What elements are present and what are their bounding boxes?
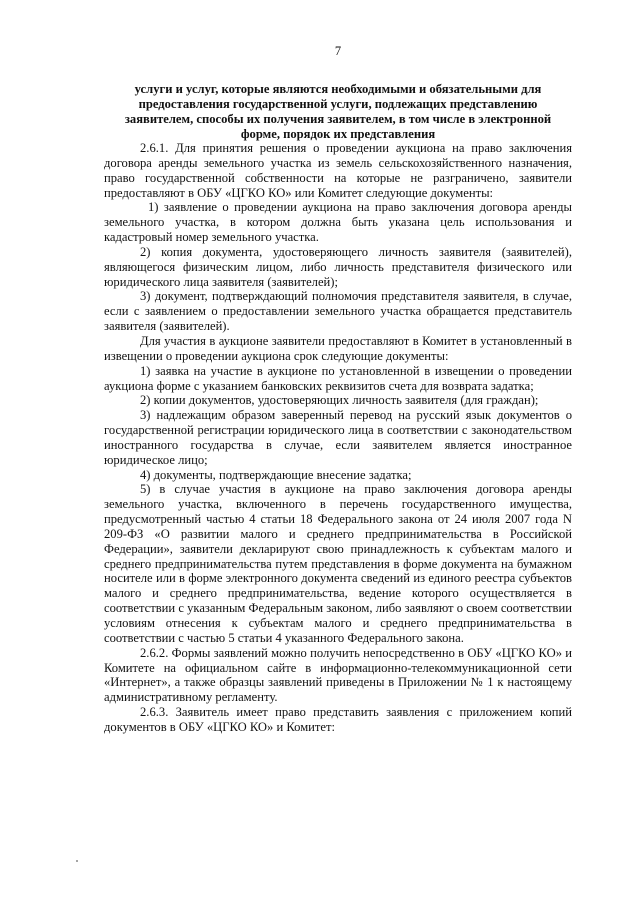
document-body: [104, 141, 572, 735]
scan-speck: [76, 860, 78, 862]
list-item-small-business: 5) в случае участия в аукционе на право заключения договора аренды земельного участка, включенного в перечень государственного имущества, предусмотренный частью 4 статьи 18 Федерального закона от 24 июля 2007 года N 209-ФЗ «О развитии малого и среднего предпринимательства в Российской Федерации», заявители декларируют свою принадлежность к субъектам малого и среднего предпринимательства путем представления в форме документа на бумажном носителе или в форме электронного документа сведений из единого реестра субъектов малого и среднего предпринимательства, ведение которого осуществляется в соответствии с указанным Федеральным законом, либо заявляют о своем соответствии условиям отнесения к субъектам малого и среднего предпринимательства в соответствии с частью 5 статьи 4 указанного Федерального закона.: [104, 482, 572, 645]
list-item-translation: 3) надлежащим образом заверенный перевод на русский язык документов о государственной регистрации юридического лица в соответствии с законодательством иностранного государства в случае, если заявителем является иностранное юридическое лицо;: [104, 408, 572, 467]
list-item-auction-request: 1) заявка на участие в аукционе по установленной в извещении о проведении аукциона форме с указанием банковских реквизитов счета для возврата задатка;: [104, 363, 572, 393]
list-item-identity-documents: 2) копии документов, удостоверяющих личность заявителя (для граждан);: [140, 393, 539, 408]
paragraph-auction-participation: Для участия в аукционе заявители предоставляют в Комитет в установленный в извещении о проведении аукциона срок следующие документы:: [104, 333, 572, 363]
list-item-identity-copy: 2) копия документа, удостоверяющего личность заявителя (заявителей), являющегося физическим лицом, либо личность представителя физического или юридического лица заявителя (заявителей);: [104, 244, 572, 289]
list-item-deposit: 4) документы, подтверждающие внесение задатка;: [140, 467, 412, 482]
paragraph-2-6-3: 2.6.3. Заявитель имеет право представить заявления с приложением копий документов в ОБУ «ЦГКО КО» и Комитет:: [104, 705, 572, 734]
paragraph-2-6-2: 2.6.2. Формы заявлений можно получить непосредственно в ОБУ «ЦГКО КО» и Комитете на официальном сайте в информационно-телекоммуникационной сети «Интернет», а также образцы заявлений приведены в Приложении № 1 к настоящему административному регламенту.: [104, 645, 572, 705]
paragraph-2-6-1: 2.6.1. Для принятия решения о проведении аукциона на право заключения договора аренды земельного участка из земель сельскохозяйственного назначения, право государственной собственности на которые не разграничено, заявители предоставляют в ОБУ «ЦГКО КО» или Комитет следующие документы:: [104, 141, 572, 200]
list-item-application: 1) заявление о проведении аукциона на право заключения договора аренды земельного участка, в котором должна быть указана цель использования и кадастровый номер земельного участка.: [104, 200, 572, 245]
document-page: [104, 0, 572, 905]
page-number: 7: [334, 44, 342, 58]
section-heading: услуги и услуг, которые являются необходимыми и обязательными для предоставления государственной услуги, подлежащих представлению заявителем, способы их получения заявителем, в том числе в электронной форме, порядок их представления: [124, 82, 552, 141]
list-item-authority-document: 3) документ, подтверждающий полномочия представителя заявителя, в случае, если с заявлением о предоставлении земельного участка обращается представитель заявителя (заявителей).: [104, 289, 572, 334]
